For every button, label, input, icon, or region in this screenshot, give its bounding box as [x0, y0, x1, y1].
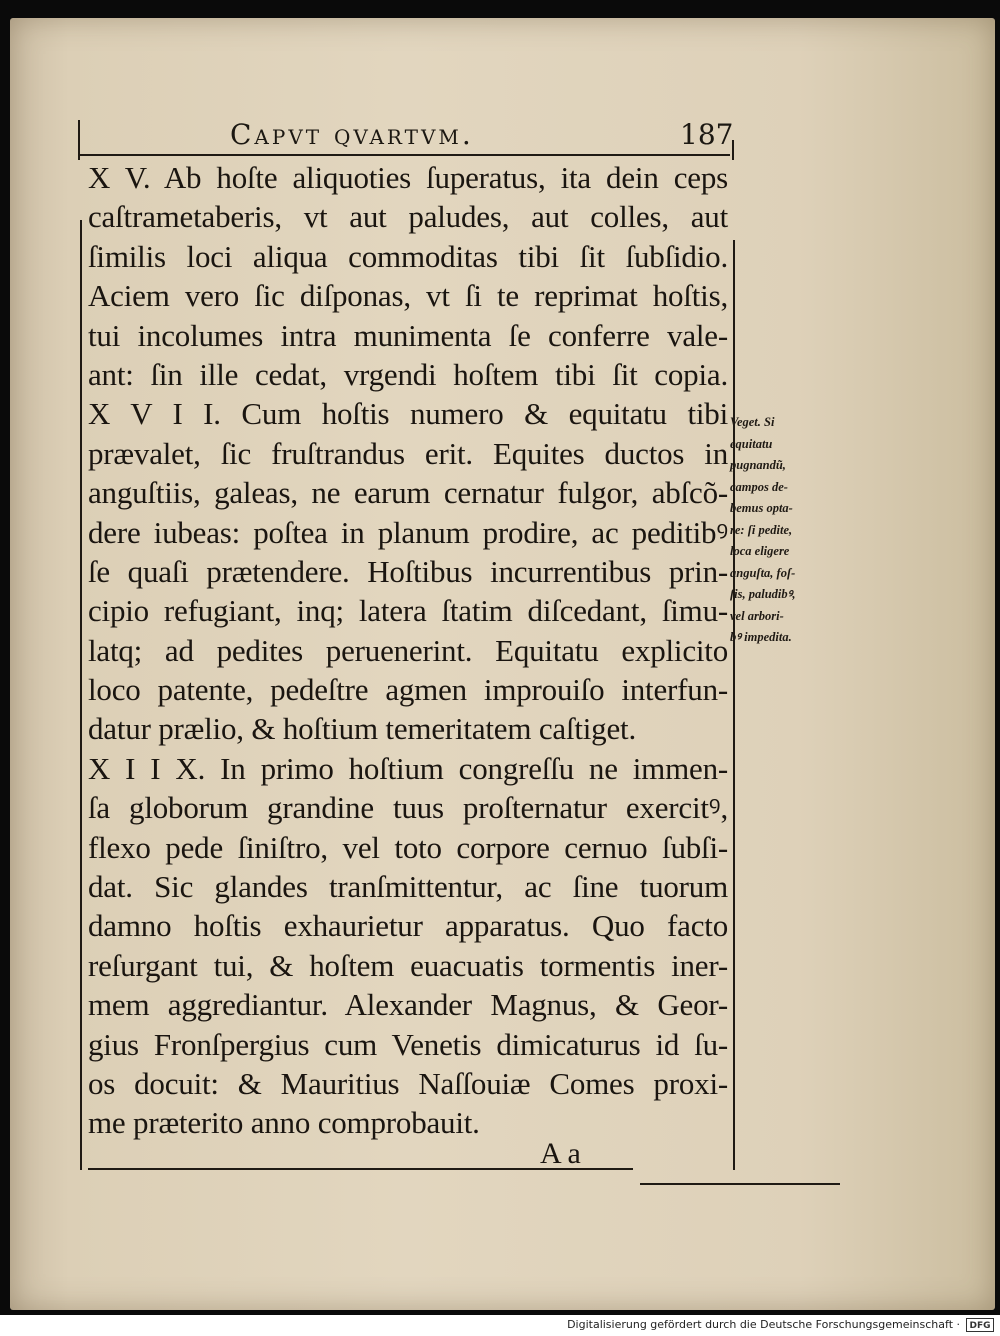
- text-line: dere iubeas: poſtea in planum prodire, ac peditibꝰ: [88, 514, 728, 550]
- bottom-rule-right: [640, 1183, 840, 1185]
- page-title: Capvt qvartvm.: [230, 118, 474, 151]
- margin-note-line: bꝰ impedita.: [730, 630, 792, 644]
- text-line: ſe quaſi prætendere. Hoſtibus incurrentibus prin-: [88, 553, 728, 589]
- body-text: [88, 158, 728, 1143]
- text-line: mem aggrediantur. Alexander Magnus, & Geor-: [88, 987, 728, 1023]
- margin-note: [730, 412, 840, 649]
- margin-note-line: equitatu: [730, 436, 773, 451]
- text-line: me præterito anno comprobauit.: [88, 1105, 480, 1141]
- text-line: os docuit: & Mauritius Naſſouiæ Comes proxi-: [88, 1065, 728, 1101]
- text-line: cipio refugiant, inq; latera ſtatim diſcedant, ſimu-: [88, 593, 728, 629]
- column-divider-rule: [733, 240, 735, 1170]
- signature-mark: A a: [540, 1137, 581, 1170]
- margin-note-line: re: ſi pedite,: [730, 522, 793, 537]
- running-head: [0, 110, 1000, 160]
- margin-note-line: vel arbori-: [730, 608, 784, 623]
- text-line: ſimilis loci aliqua commoditas tibi ſit ſubſidio.: [88, 238, 728, 274]
- text-line: Aciem vero ſic diſponas, vt ſi te reprimat hoſtis,: [88, 278, 728, 314]
- text-line: reſurgant tui, & hoſtem euacuatis tormentis iner-: [88, 947, 728, 983]
- text-line: ant: ſin ille cedat, vrgendi hoſtem tibi ſit copia.: [88, 356, 728, 392]
- text-line: damno hoſtis exhaurietur apparatus. Quo facto: [88, 908, 728, 944]
- digitization-footer: [0, 1315, 1000, 1336]
- margin-note-line: campos de-: [730, 479, 788, 494]
- text-line: X V I I. Cum hoſtis numero & equitatu tibi: [88, 396, 728, 432]
- margin-note-line: Veget. Si: [730, 415, 775, 429]
- text-line: flexo pede ſiniſtro, vel toto corpore cernuo ſubſi-: [88, 829, 728, 865]
- page-number: 187: [680, 118, 734, 151]
- text-line: datur prælio, & hoſtium temeritatem caſtiget.: [88, 711, 637, 747]
- text-line: ſa globorum grandine tuus proſternatur exercitꝰ,: [88, 790, 728, 826]
- text-line: X V. Ab hoſte aliquoties ſuperatus, ita dein ceps: [88, 160, 728, 195]
- margin-note-line: bemus opta-: [730, 501, 793, 515]
- text-line: dat. Sic glandes tranſmittentur, ac ſine tuorum: [88, 869, 728, 905]
- margin-note-line: loca eligere: [730, 544, 790, 558]
- text-line: loco patente, pedeſtre agmen improuiſo interfun-: [88, 672, 728, 708]
- margin-note-line: ſis, paludibꝰ,: [730, 587, 796, 601]
- dfg-logo-icon: DFG: [966, 1318, 994, 1332]
- text-line: anguſtiis, galeas, ne earum cernatur fulgor, abſcõ-: [88, 475, 728, 511]
- text-line: tui incolumes intra munimenta ſe conferre vale-: [88, 317, 728, 353]
- text-line: gius Fronſpergius cum Venetis dimicaturus id ſu-: [88, 1026, 728, 1062]
- head-rule: [80, 154, 730, 156]
- margin-note-line: pugnandũ,: [730, 458, 786, 472]
- footer-text: Digitalisierung gefördert durch die Deutsche Forschungsgemeinschaft ·: [567, 1318, 960, 1331]
- text-line: X I I X. In primo hoſtium congreſſu ne immen-: [88, 750, 728, 786]
- text-line: prævalet, ſic fruſtrandus erit. Equites ductos in: [88, 435, 728, 471]
- left-frame-rule: [80, 220, 82, 1170]
- text-line: caſtrametaberis, vt aut paludes, aut colles, aut: [88, 199, 728, 235]
- text-line: latq; ad pedites peruenerint. Equitatu explicito: [88, 632, 728, 668]
- margin-note-line: anguſta, foſ-: [730, 565, 796, 580]
